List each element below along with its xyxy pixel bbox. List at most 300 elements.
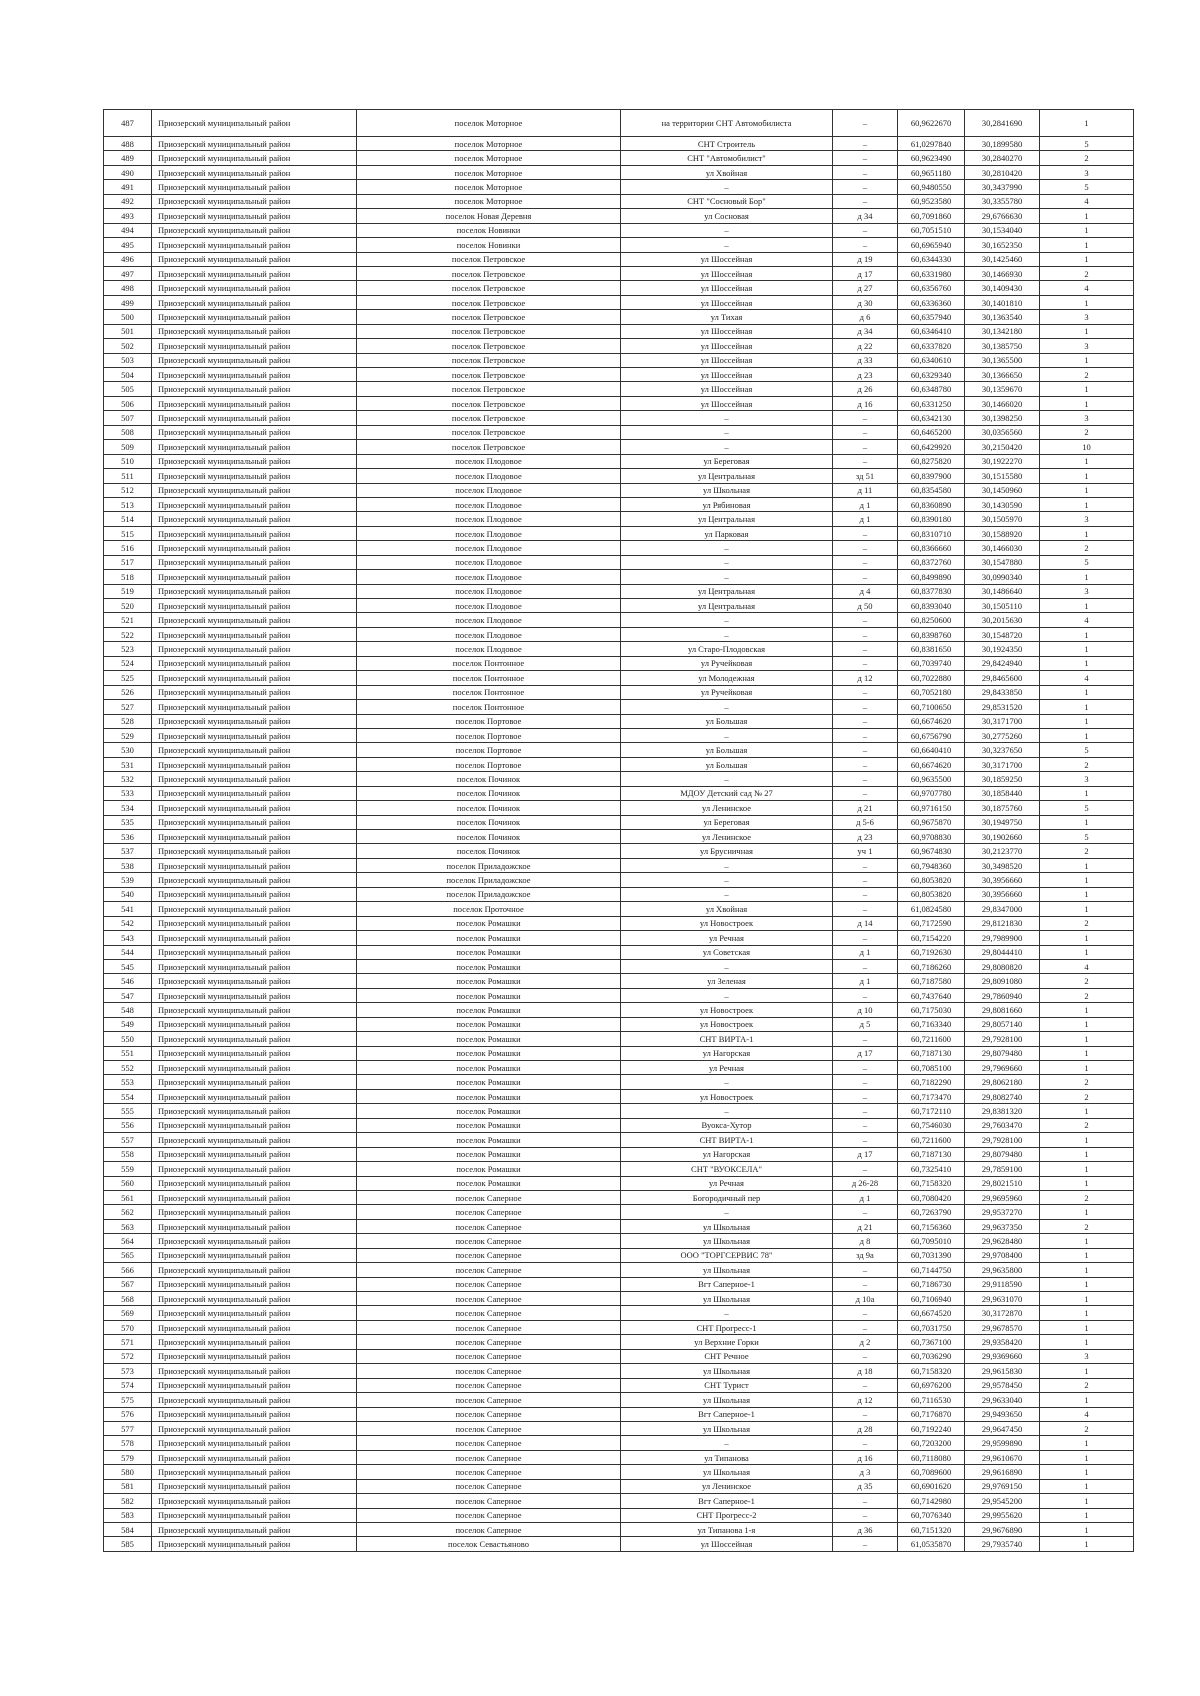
street-cell: ул Центральная xyxy=(621,512,833,526)
house-cell: – xyxy=(833,627,898,641)
table-row xyxy=(104,945,1134,959)
latitude-cell: 60,7173470 xyxy=(898,1089,965,1103)
row-number-cell: 491 xyxy=(104,180,152,194)
latitude-cell: 60,7175030 xyxy=(898,1003,965,1017)
house-cell: – xyxy=(833,728,898,742)
count-cell: 1 xyxy=(1040,786,1134,800)
longitude-cell: 29,8062180 xyxy=(965,1075,1040,1089)
longitude-cell: 29,8121830 xyxy=(965,916,1040,930)
district-cell: Приозерский муниципальный район xyxy=(152,281,357,295)
street-cell: – xyxy=(621,873,833,887)
house-cell: д 12 xyxy=(833,1393,898,1407)
row-number-cell: 558 xyxy=(104,1147,152,1161)
row-number-cell: 521 xyxy=(104,613,152,627)
count-cell: 1 xyxy=(1040,902,1134,916)
count-cell: 2 xyxy=(1040,844,1134,858)
settlement-cell: поселок Моторное xyxy=(357,151,621,165)
street-cell: ул Тихая xyxy=(621,310,833,324)
latitude-cell: 60,8250600 xyxy=(898,613,965,627)
row-number-cell: 576 xyxy=(104,1407,152,1421)
settlement-cell: поселок Севастьяново xyxy=(357,1537,621,1551)
row-number-cell: 572 xyxy=(104,1349,152,1363)
row-number-cell: 583 xyxy=(104,1508,152,1522)
house-cell: д 26 xyxy=(833,382,898,396)
house-cell: д 5 xyxy=(833,1017,898,1031)
settlement-cell: поселок Ромашки xyxy=(357,988,621,1002)
house-cell: д 50 xyxy=(833,599,898,613)
count-cell: 2 xyxy=(1040,974,1134,988)
district-cell: Приозерский муниципальный район xyxy=(152,931,357,945)
row-number-cell: 565 xyxy=(104,1248,152,1262)
count-cell: 1 xyxy=(1040,1032,1134,1046)
house-cell: д 33 xyxy=(833,353,898,367)
street-cell: ул Школьная xyxy=(621,1364,833,1378)
settlement-cell: поселок Саперное xyxy=(357,1349,621,1363)
settlement-cell: поселок Саперное xyxy=(357,1205,621,1219)
latitude-cell: 60,8398760 xyxy=(898,627,965,641)
house-cell: д 21 xyxy=(833,801,898,815)
district-cell: Приозерский муниципальный район xyxy=(152,801,357,815)
house-cell: – xyxy=(833,959,898,973)
district-cell: Приозерский муниципальный район xyxy=(152,368,357,382)
longitude-cell: 29,9635800 xyxy=(965,1263,1040,1277)
row-number-cell: 507 xyxy=(104,411,152,425)
table-row xyxy=(104,1320,1134,1334)
house-cell: – xyxy=(833,988,898,1002)
settlement-cell: поселок Ромашки xyxy=(357,1089,621,1103)
house-cell: – xyxy=(833,411,898,425)
count-cell: 5 xyxy=(1040,830,1134,844)
row-number-cell: 528 xyxy=(104,714,152,728)
count-cell: 1 xyxy=(1040,324,1134,338)
row-number-cell: 538 xyxy=(104,858,152,872)
latitude-cell: 60,9708830 xyxy=(898,830,965,844)
district-cell: Приозерский муниципальный район xyxy=(152,685,357,699)
longitude-cell: 29,9369660 xyxy=(965,1349,1040,1363)
street-cell: – xyxy=(621,555,833,569)
house-cell: – xyxy=(833,137,898,151)
longitude-cell: 29,9493650 xyxy=(965,1407,1040,1421)
street-cell: – xyxy=(621,700,833,714)
longitude-cell: 30,1922270 xyxy=(965,454,1040,468)
row-number-cell: 551 xyxy=(104,1046,152,1060)
longitude-cell: 30,2840270 xyxy=(965,151,1040,165)
street-cell: ул Шоссейная xyxy=(621,353,833,367)
house-cell: – xyxy=(833,1407,898,1421)
house-cell: – xyxy=(833,902,898,916)
district-cell: Приозерский муниципальный район xyxy=(152,627,357,641)
longitude-cell: 29,9616890 xyxy=(965,1465,1040,1479)
latitude-cell: 60,9675870 xyxy=(898,815,965,829)
row-number-cell: 571 xyxy=(104,1335,152,1349)
street-cell: ул Зеленая xyxy=(621,974,833,988)
house-cell: д 1 xyxy=(833,1190,898,1204)
street-cell: ул Шоссейная xyxy=(621,281,833,295)
table-row xyxy=(104,1234,1134,1248)
settlement-cell: поселок Плодовое xyxy=(357,599,621,613)
settlement-cell: поселок Плодовое xyxy=(357,469,621,483)
latitude-cell: 60,8360890 xyxy=(898,497,965,511)
row-number-cell: 530 xyxy=(104,743,152,757)
row-number-cell: 537 xyxy=(104,844,152,858)
latitude-cell: 60,7187580 xyxy=(898,974,965,988)
street-cell: ул Школьная xyxy=(621,483,833,497)
row-number-cell: 584 xyxy=(104,1523,152,1537)
street-cell: ул Школьная xyxy=(621,1421,833,1435)
settlement-cell: поселок Саперное xyxy=(357,1523,621,1537)
row-number-cell: 568 xyxy=(104,1292,152,1306)
table-row xyxy=(104,584,1134,598)
district-cell: Приозерский муниципальный район xyxy=(152,1479,357,1493)
count-cell: 1 xyxy=(1040,1104,1134,1118)
latitude-cell: 60,6337820 xyxy=(898,339,965,353)
district-cell: Приозерский муниципальный район xyxy=(152,945,357,959)
latitude-cell: 60,9707780 xyxy=(898,786,965,800)
house-cell: – xyxy=(833,223,898,237)
table-row xyxy=(104,425,1134,439)
street-cell: – xyxy=(621,570,833,584)
street-cell: – xyxy=(621,541,833,555)
longitude-cell: 29,7859100 xyxy=(965,1162,1040,1176)
street-cell: – xyxy=(621,613,833,627)
row-number-cell: 561 xyxy=(104,1190,152,1204)
house-cell: д 26-28 xyxy=(833,1176,898,1190)
settlement-cell: поселок Плодовое xyxy=(357,483,621,497)
house-cell: д 16 xyxy=(833,1450,898,1464)
street-cell: – xyxy=(621,858,833,872)
longitude-cell: 30,1401810 xyxy=(965,295,1040,309)
district-cell: Приозерский муниципальный район xyxy=(152,830,357,844)
district-cell: Приозерский муниципальный район xyxy=(152,1162,357,1176)
row-number-cell: 535 xyxy=(104,815,152,829)
house-cell: д 19 xyxy=(833,252,898,266)
count-cell: 5 xyxy=(1040,137,1134,151)
settlement-cell: поселок Портовое xyxy=(357,757,621,771)
row-number-cell: 509 xyxy=(104,440,152,454)
count-cell: 1 xyxy=(1040,1465,1134,1479)
settlement-cell: поселок Петровское xyxy=(357,440,621,454)
street-cell: ул Шоссейная xyxy=(621,295,833,309)
latitude-cell: 60,7106940 xyxy=(898,1292,965,1306)
latitude-cell: 60,7036290 xyxy=(898,1349,965,1363)
latitude-cell: 60,7176870 xyxy=(898,1407,965,1421)
district-cell: Приозерский муниципальный район xyxy=(152,873,357,887)
street-cell: МДОУ Детский сад № 27 xyxy=(621,786,833,800)
settlement-cell: поселок Починок xyxy=(357,801,621,815)
row-number-cell: 575 xyxy=(104,1393,152,1407)
latitude-cell: 60,7089600 xyxy=(898,1465,965,1479)
row-number-cell: 516 xyxy=(104,541,152,555)
count-cell: 3 xyxy=(1040,165,1134,179)
district-cell: Приозерский муниципальный район xyxy=(152,714,357,728)
house-cell: д 34 xyxy=(833,324,898,338)
row-number-cell: 523 xyxy=(104,642,152,656)
latitude-cell: 60,8397900 xyxy=(898,469,965,483)
count-cell: 1 xyxy=(1040,238,1134,252)
district-cell: Приозерский муниципальный район xyxy=(152,1494,357,1508)
table-row xyxy=(104,772,1134,786)
house-cell: зд 51 xyxy=(833,469,898,483)
count-cell: 1 xyxy=(1040,1320,1134,1334)
house-cell: д 17 xyxy=(833,1046,898,1060)
district-cell: Приозерский муниципальный район xyxy=(152,988,357,1002)
house-cell: д 1 xyxy=(833,974,898,988)
table-row xyxy=(104,887,1134,901)
row-number-cell: 498 xyxy=(104,281,152,295)
district-cell: Приозерский муниципальный район xyxy=(152,295,357,309)
street-cell: ул Шоссейная xyxy=(621,324,833,338)
table-row xyxy=(104,1450,1134,1464)
house-cell: – xyxy=(833,1133,898,1147)
latitude-cell: 60,9716150 xyxy=(898,801,965,815)
district-cell: Приозерский муниципальный район xyxy=(152,238,357,252)
latitude-cell: 60,7948360 xyxy=(898,858,965,872)
row-number-cell: 582 xyxy=(104,1494,152,1508)
latitude-cell: 60,7187130 xyxy=(898,1147,965,1161)
longitude-cell: 29,9631070 xyxy=(965,1292,1040,1306)
table-row xyxy=(104,743,1134,757)
settlement-cell: поселок Приладожское xyxy=(357,858,621,872)
table-row xyxy=(104,1277,1134,1291)
table-row xyxy=(104,1075,1134,1089)
count-cell: 2 xyxy=(1040,757,1134,771)
row-number-cell: 508 xyxy=(104,425,152,439)
row-number-cell: 514 xyxy=(104,512,152,526)
street-cell: ул Шоссейная xyxy=(621,266,833,280)
count-cell: 1 xyxy=(1040,858,1134,872)
row-number-cell: 557 xyxy=(104,1133,152,1147)
street-cell: – xyxy=(621,627,833,641)
count-cell: 1 xyxy=(1040,526,1134,540)
street-cell: – xyxy=(621,728,833,742)
latitude-cell: 60,8275820 xyxy=(898,454,965,468)
count-cell: 1 xyxy=(1040,252,1134,266)
house-cell: – xyxy=(833,931,898,945)
row-number-cell: 525 xyxy=(104,671,152,685)
latitude-cell: 60,6331250 xyxy=(898,396,965,410)
table-row xyxy=(104,1118,1134,1132)
district-cell: Приозерский муниципальный район xyxy=(152,469,357,483)
table-row xyxy=(104,1508,1134,1522)
count-cell: 1 xyxy=(1040,353,1134,367)
settlement-cell: поселок Плодовое xyxy=(357,454,621,468)
district-cell: Приозерский муниципальный район xyxy=(152,757,357,771)
street-cell: ул Новостроек xyxy=(621,916,833,930)
district-cell: Приозерский муниципальный район xyxy=(152,180,357,194)
longitude-cell: 29,9769150 xyxy=(965,1479,1040,1493)
latitude-cell: 60,6674620 xyxy=(898,714,965,728)
settlement-cell: поселок Моторное xyxy=(357,165,621,179)
row-number-cell: 501 xyxy=(104,324,152,338)
street-cell: – xyxy=(621,440,833,454)
district-cell: Приозерский муниципальный район xyxy=(152,1133,357,1147)
longitude-cell: 29,9628480 xyxy=(965,1234,1040,1248)
longitude-cell: 29,7935740 xyxy=(965,1537,1040,1551)
street-cell: Вгт Саперное-1 xyxy=(621,1277,833,1291)
district-cell: Приозерский муниципальный район xyxy=(152,526,357,540)
street-cell: ул Молодежная xyxy=(621,671,833,685)
longitude-cell: 30,3172870 xyxy=(965,1306,1040,1320)
document-page xyxy=(103,109,1095,1552)
house-cell: – xyxy=(833,772,898,786)
row-number-cell: 542 xyxy=(104,916,152,930)
longitude-cell: 29,8465600 xyxy=(965,671,1040,685)
count-cell: 1 xyxy=(1040,1176,1134,1190)
settlement-cell: поселок Портовое xyxy=(357,714,621,728)
district-cell: Приозерский муниципальный район xyxy=(152,1046,357,1060)
street-cell: СНТ Прогресс-1 xyxy=(621,1320,833,1334)
district-cell: Приозерский муниципальный район xyxy=(152,743,357,757)
longitude-cell: 30,1342180 xyxy=(965,324,1040,338)
settlement-cell: поселок Починок xyxy=(357,772,621,786)
house-cell: – xyxy=(833,642,898,656)
district-cell: Приозерский муниципальный район xyxy=(152,324,357,338)
count-cell: 1 xyxy=(1040,209,1134,223)
latitude-cell: 60,6965940 xyxy=(898,238,965,252)
settlement-cell: поселок Проточное xyxy=(357,902,621,916)
longitude-cell: 30,1859250 xyxy=(965,772,1040,786)
row-number-cell: 517 xyxy=(104,555,152,569)
row-number-cell: 504 xyxy=(104,368,152,382)
longitude-cell: 29,6766630 xyxy=(965,209,1040,223)
longitude-cell: 30,1505110 xyxy=(965,599,1040,613)
row-number-cell: 500 xyxy=(104,310,152,324)
count-cell: 1 xyxy=(1040,1162,1134,1176)
row-number-cell: 493 xyxy=(104,209,152,223)
settlement-cell: поселок Саперное xyxy=(357,1465,621,1479)
table-row xyxy=(104,1465,1134,1479)
table-row xyxy=(104,1407,1134,1421)
latitude-cell: 60,7367100 xyxy=(898,1335,965,1349)
house-cell: – xyxy=(833,526,898,540)
street-cell: ул Большая xyxy=(621,743,833,757)
street-cell: ул Сосновая xyxy=(621,209,833,223)
longitude-cell: 30,3437990 xyxy=(965,180,1040,194)
longitude-cell: 30,0356560 xyxy=(965,425,1040,439)
latitude-cell: 60,6344330 xyxy=(898,252,965,266)
street-cell: ул Школьная xyxy=(621,1292,833,1306)
longitude-cell: 30,1409430 xyxy=(965,281,1040,295)
count-cell: 1 xyxy=(1040,570,1134,584)
street-cell: ул Хвойная xyxy=(621,165,833,179)
table-row xyxy=(104,599,1134,613)
latitude-cell: 60,7156360 xyxy=(898,1219,965,1233)
district-cell: Приозерский муниципальный район xyxy=(152,110,357,137)
count-cell: 1 xyxy=(1040,887,1134,901)
count-cell: 2 xyxy=(1040,916,1134,930)
longitude-cell: 30,1450960 xyxy=(965,483,1040,497)
house-cell: д 1 xyxy=(833,945,898,959)
count-cell: 2 xyxy=(1040,1219,1134,1233)
house-cell: д 4 xyxy=(833,584,898,598)
settlement-cell: поселок Плодовое xyxy=(357,642,621,656)
count-cell: 1 xyxy=(1040,1277,1134,1291)
district-cell: Приозерский муниципальный район xyxy=(152,194,357,208)
settlement-cell: поселок Ромашки xyxy=(357,1032,621,1046)
count-cell: 2 xyxy=(1040,541,1134,555)
street-cell: ул Шоссейная xyxy=(621,1537,833,1551)
table-row xyxy=(104,137,1134,151)
street-cell: СНТ "Сосновый Бор" xyxy=(621,194,833,208)
row-number-cell: 540 xyxy=(104,887,152,901)
count-cell: 2 xyxy=(1040,1075,1134,1089)
street-cell: ул Типанова 1-я xyxy=(621,1523,833,1537)
latitude-cell: 60,7091860 xyxy=(898,209,965,223)
longitude-cell: 30,0990340 xyxy=(965,570,1040,584)
house-cell: – xyxy=(833,1263,898,1277)
count-cell: 1 xyxy=(1040,945,1134,959)
district-cell: Приозерский муниципальный район xyxy=(152,1320,357,1334)
latitude-cell: 60,7211600 xyxy=(898,1032,965,1046)
row-number-cell: 581 xyxy=(104,1479,152,1493)
longitude-cell: 30,1486640 xyxy=(965,584,1040,598)
count-cell: 3 xyxy=(1040,584,1134,598)
count-cell: 1 xyxy=(1040,469,1134,483)
district-cell: Приозерский муниципальный район xyxy=(152,1205,357,1219)
longitude-cell: 30,2775260 xyxy=(965,728,1040,742)
settlement-cell: поселок Новинки xyxy=(357,223,621,237)
house-cell: д 23 xyxy=(833,368,898,382)
house-cell: – xyxy=(833,1537,898,1551)
latitude-cell: 60,7263790 xyxy=(898,1205,965,1219)
settlement-cell: поселок Ромашки xyxy=(357,1162,621,1176)
count-cell: 1 xyxy=(1040,1292,1134,1306)
count-cell: 5 xyxy=(1040,180,1134,194)
longitude-cell: 30,3498520 xyxy=(965,858,1040,872)
count-cell: 2 xyxy=(1040,266,1134,280)
table-row xyxy=(104,714,1134,728)
table-row xyxy=(104,988,1134,1002)
row-number-cell: 560 xyxy=(104,1176,152,1190)
count-cell: 5 xyxy=(1040,801,1134,815)
settlement-cell: поселок Саперное xyxy=(357,1320,621,1334)
house-cell: д 3 xyxy=(833,1465,898,1479)
table-row xyxy=(104,1436,1134,1450)
district-cell: Приозерский муниципальный район xyxy=(152,642,357,656)
row-number-cell: 532 xyxy=(104,772,152,786)
latitude-cell: 60,6465200 xyxy=(898,425,965,439)
house-cell: д 6 xyxy=(833,310,898,324)
row-number-cell: 543 xyxy=(104,931,152,945)
settlement-cell: поселок Ромашки xyxy=(357,1046,621,1060)
latitude-cell: 60,7144750 xyxy=(898,1263,965,1277)
settlement-cell: поселок Плодовое xyxy=(357,584,621,598)
row-number-cell: 492 xyxy=(104,194,152,208)
row-number-cell: 522 xyxy=(104,627,152,641)
row-number-cell: 555 xyxy=(104,1104,152,1118)
district-cell: Приозерский муниципальный район xyxy=(152,1364,357,1378)
street-cell: – xyxy=(621,887,833,901)
row-number-cell: 494 xyxy=(104,223,152,237)
row-number-cell: 554 xyxy=(104,1089,152,1103)
table-row xyxy=(104,931,1134,945)
longitude-cell: 30,2015630 xyxy=(965,613,1040,627)
settlement-cell: поселок Плодовое xyxy=(357,555,621,569)
house-cell: д 18 xyxy=(833,1364,898,1378)
row-number-cell: 527 xyxy=(104,700,152,714)
house-cell: – xyxy=(833,165,898,179)
house-cell: д 30 xyxy=(833,295,898,309)
house-cell: д 10а xyxy=(833,1292,898,1306)
district-cell: Приозерский муниципальный район xyxy=(152,1118,357,1132)
latitude-cell: 60,6346410 xyxy=(898,324,965,338)
street-cell: СНТ Речное xyxy=(621,1349,833,1363)
street-cell: ул Шоссейная xyxy=(621,382,833,396)
street-cell: Вгт Саперное-1 xyxy=(621,1494,833,1508)
latitude-cell: 60,7182290 xyxy=(898,1075,965,1089)
street-cell: ул Шоссейная xyxy=(621,252,833,266)
table-row xyxy=(104,830,1134,844)
